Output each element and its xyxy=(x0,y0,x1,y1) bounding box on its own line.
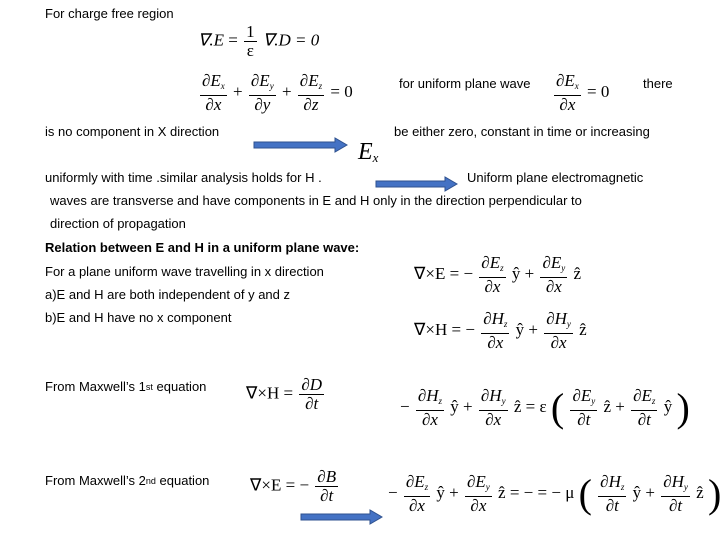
arrow-right-icon xyxy=(253,137,349,153)
line-indep-yz: a)E and H are both independent of y and z xyxy=(45,287,291,302)
line-plane-wave-x: For a plane uniform wave travelling in x direction xyxy=(45,264,324,279)
line-uniform-plane: for uniform plane wave xyxy=(399,76,531,91)
eq-curl-h: ∇×H = − $\frac{\partial H_z}{\partial x}$ ŷ + $\frac{\partial H_y}{\partial x}$ ẑ xyxy=(414,309,587,352)
eq-ex-symbol: $E_x$ xyxy=(358,139,379,165)
eq-divergence: ∇.E = $\frac{1}{\varepsilon}$ ∇.D = 0 xyxy=(198,22,320,60)
eq-dex-dx: $\frac{\partial E_x}{\partial x}$ = 0 xyxy=(556,71,610,114)
line-no-x-comp: b)E and H have no x component xyxy=(45,310,232,325)
relation-heading: Relation between E and H in a uniform plane wave: xyxy=(45,240,360,255)
line-no-component: is no component in X direction xyxy=(45,124,220,139)
line-charge-free: For charge free region xyxy=(45,6,174,21)
eq-maxwell1-expanded: − $\frac{\partial H_z}{\partial x}$ ŷ + $\frac{\partial H_y}{\partial x}$ ẑ = ε ( $\frac{\partial E_y}{\partial t}$ ẑ + $\frac{\partial E_z}{\partial t}$ ŷ ) xyxy=(400,385,690,430)
arrow-right-icon xyxy=(300,509,384,525)
arrow-right-icon xyxy=(375,176,459,192)
line-uniformly: uniformly with time .similar analysis holds for H . xyxy=(45,170,322,185)
line-uniform-em: Uniform plane electromagnetic xyxy=(467,170,644,185)
eq-maxwell2: ∇×E = − $\frac{\partial B}{\partial t}$ xyxy=(250,467,337,505)
eq-maxwell1: ∇×H = $\frac{\partial D}{\partial t}$ xyxy=(246,375,323,413)
eq-maxwell2-expanded: − $\frac{\partial E_z}{\partial x}$ ŷ + $\frac{\partial E_y}{\partial x}$ ẑ = − = − μ ( $\frac{\partial H_z}{\partial t}$ ŷ + $\frac{\partial H_y}{\partial t}$ ẑ ) xyxy=(388,471,722,516)
maxwell2-label: From Maxwell’s 2nd equation xyxy=(45,473,210,488)
line-be-either: be either zero, constant in time or increasing xyxy=(394,124,650,139)
maxwell1-label: From Maxwell’s 1st equation xyxy=(45,379,207,394)
line-there: there xyxy=(643,76,673,91)
eq-curl-e: ∇×E = − $\frac{\partial E_z}{\partial x}$ ŷ + $\frac{\partial E_y}{\partial x}$ ẑ xyxy=(414,253,582,296)
line-direction-prop: direction of propagation xyxy=(50,216,186,231)
eq-partial-sum: $\frac{\partial E_x}{\partial x}$ + $\frac{\partial E_y}{\partial y}$ + $\frac{\partial E_z}{\partial z}$ = 0 xyxy=(202,71,353,114)
line-transverse: waves are transverse and have components in E and H only in the direction perpendicular to xyxy=(50,193,582,208)
